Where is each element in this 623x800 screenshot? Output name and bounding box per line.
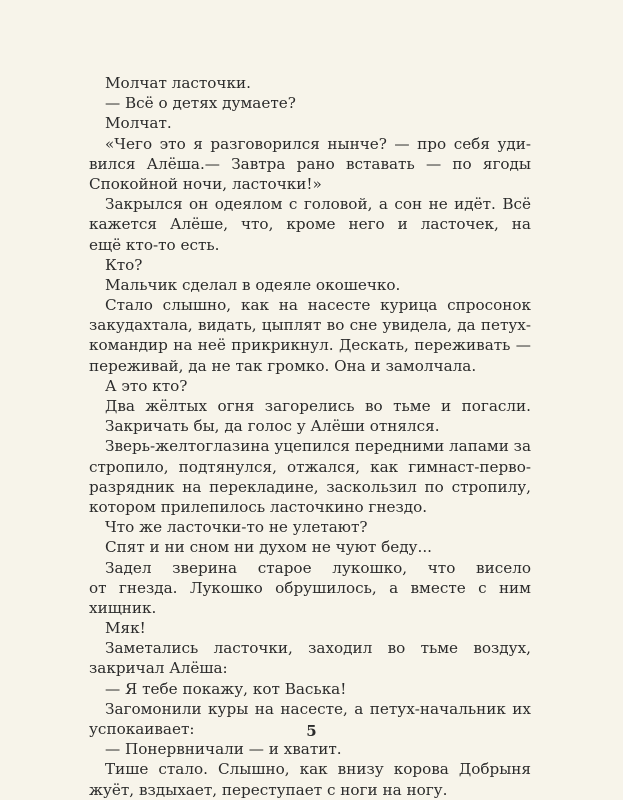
text-line: котором прилепилось ласточкино гнездо. (89, 497, 428, 516)
text-line: Заметались ласточки, заходил во тьме воздух, (105, 639, 531, 658)
text-line: А это кто? (105, 376, 188, 395)
text-line: Спокойной ночи, ласточки!» (89, 174, 322, 193)
page-body (89, 73, 531, 800)
text-line: Спят и ни сном ни духом не чуют беду... (105, 538, 432, 557)
text-line: Закрылся он одеялом с головой, а сон не идёт. Всё (105, 195, 531, 214)
text-line: Стало слышно, как на насесте курица спросонок (105, 296, 531, 315)
text-line: командир на неё прикрикнул. Дескать, переживать — (89, 336, 531, 355)
text-line: Тише стало. Слышно, как внизу корова Добрыня (105, 760, 531, 779)
text-line: ещё кто-то есть. (89, 235, 220, 254)
text-line: Мяк! (105, 619, 146, 638)
text-line: хищник. (89, 598, 157, 617)
page-number: 5 (306, 722, 317, 740)
text-line: стропило, подтянулся, отжался, как гимнаст-перво- (89, 457, 531, 476)
text-line: Загомонили куры на насесте, а петух-начальник их (105, 699, 531, 718)
text-line: Два жёлтых огня загорелись во тьме и погасли. (105, 397, 531, 415)
text-line: от гнезда. Лукошко обрушилось, а вместе с ним (89, 578, 531, 597)
text-line: закудахтала, видать, цыплят во сне увидела, да петух- (89, 316, 531, 335)
text-line: Молчат. (105, 114, 172, 133)
text-line: Закричать бы, да голос у Алёши отнялся. (105, 417, 440, 436)
text-line: Кто? (105, 255, 143, 274)
text-line: — Я тебе покажу, кот Васька! (105, 679, 347, 698)
text-line: закричал Алёша: (89, 659, 228, 678)
text-line: кажется Алёше, что, кроме него и ласточек, на (89, 215, 531, 234)
text-line: — Понервничали — и хватит. (105, 740, 342, 759)
text-line: вился Алёша.— Завтра рано вставать — по ягоды (89, 154, 531, 173)
text-line: Зверь-желтоглазина уцепился передними лапами за (105, 437, 531, 456)
text-line: успокаивает: (89, 720, 195, 738)
text-line: жуёт, вздыхает, переступает с ноги на ногу. (89, 780, 448, 799)
text-line: переживай, да не так громко. Она и замолчала. (89, 356, 477, 375)
text-line: Что же ласточки-то не улетают? (105, 518, 368, 537)
text-line: «Чего это я разговорился нынче? — про себя уди- (105, 134, 531, 153)
text-line: Задел зверина старое лукошко, что висело (105, 558, 531, 577)
text-line: — Всё о детях думаете? (105, 94, 296, 113)
text-line: разрядник на перекладине, заскользил по стропилу, (89, 477, 531, 496)
text-line: Молчат ласточки. (105, 74, 251, 92)
text-line: Мальчик сделал в одеяле окошечко. (105, 275, 401, 294)
